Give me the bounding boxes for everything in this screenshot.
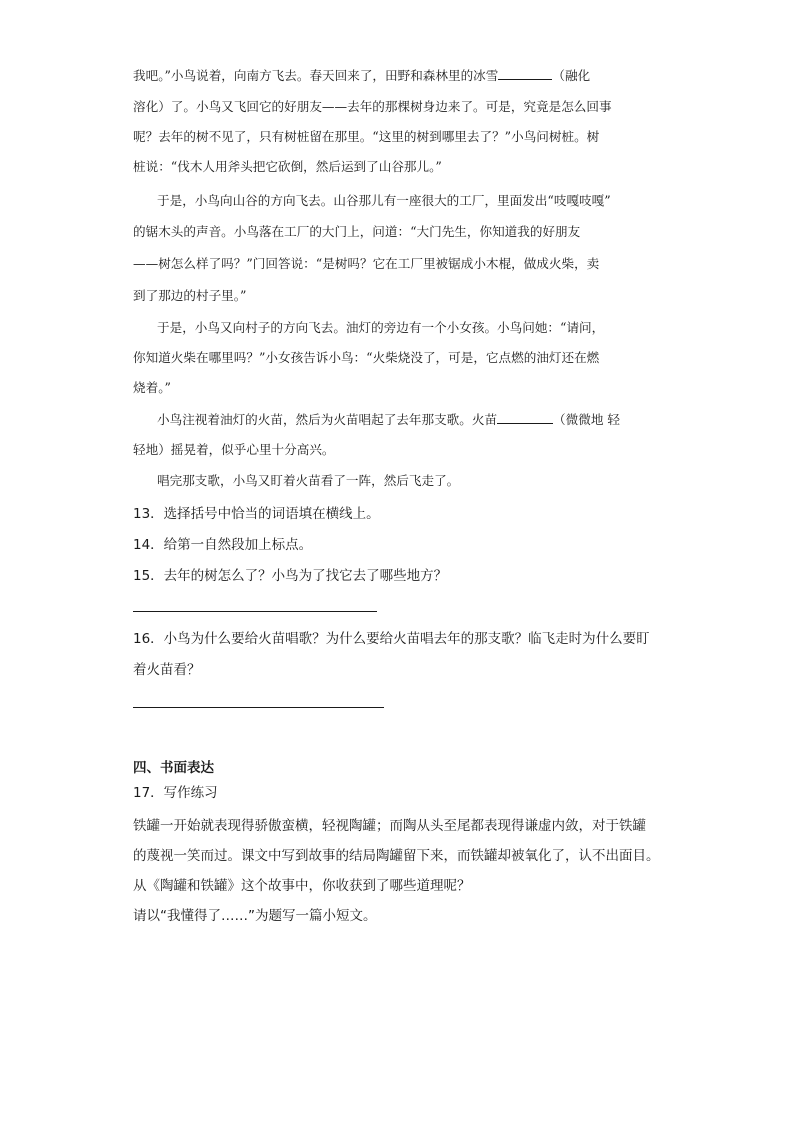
story-text: （融化 [552, 68, 591, 83]
story-line: ——树怎么样了吗？”门回答说：“是树吗？它在工厂里被锯成小木棍，做成火柴，卖 [133, 256, 600, 271]
writing-prompt-line: 的蔑视一笑而过。课文中写到故事的结局陶罐留下来，而铁罐却被氧化了，认不出面目。 [133, 848, 660, 864]
story-line: 桩说：“伐木人用斧头把它砍倒，然后运到了山谷那儿。” [133, 159, 442, 174]
question-17: 17．写作练习 [133, 785, 218, 801]
fill-blank-1[interactable] [498, 67, 552, 80]
question-14: 14．给第一自然段加上标点。 [133, 537, 313, 553]
story-line: 的锯木头的声音。小鸟落在工厂的大门上，问道：“大门先生，你知道我的好朋友 [133, 224, 581, 239]
story-line: 唱完那支歌，小鸟又盯着火苗看了一阵，然后飞走了。 [157, 473, 460, 488]
story-line: 你知道火柴在哪里吗？”小女孩告诉小鸟：“火柴烧没了，可是，它点燃的油灯还在燃 [133, 350, 600, 365]
story-line: 烧着。” [133, 380, 171, 395]
story-line: 呢？去年的树不见了，只有树桩留在那里。“这里的树到哪里去了？”小鸟问树桩。树 [133, 129, 600, 144]
story-line: 溶化）了。小鸟又飞回它的好朋友——去年的那棵树身边来了。可是，究竟是怎么回事 [133, 99, 612, 114]
story-line [157, 410, 620, 430]
story-line: 轻地）摇晃着，似乎心里十分高兴。 [133, 442, 335, 457]
answer-line-16[interactable] [133, 707, 384, 708]
story-text: 小鸟注视着油灯的火苗，然后为火苗唱起了去年那支歌。火苗 [157, 412, 498, 427]
question-15: 15．去年的树怎么了？小鸟为了找它去了哪些地方？ [133, 568, 448, 584]
section-title: 四、书面表达 [133, 760, 214, 776]
story-line: 到了那边的村子里。” [133, 288, 247, 303]
writing-prompt-line: 请以“我懂得了……”为题写一篇小短文。 [133, 908, 377, 924]
story-line: 于是，小鸟又向村子的方向飞去。油灯的旁边有一个小女孩。小鸟问她：“请问， [157, 320, 605, 335]
question-16: 16．小鸟为什么要给火苗唱歌？为什么要给火苗唱去年的那支歌？临飞走时为什么要盯 [133, 631, 650, 647]
answer-line-15[interactable] [133, 611, 377, 612]
question-13: 13．选择括号中恰当的词语填在横线上。 [133, 506, 380, 522]
question-16-continued: 着火苗看？ [133, 662, 201, 678]
story-line: 于是，小鸟向山谷的方向飞去。山谷那儿有一座很大的工厂，里面发出“吱嘎吱嘎” [157, 193, 611, 208]
story-text: （微微地 轻 [553, 412, 621, 427]
story-line [133, 66, 590, 86]
story-text: 我吧。”小鸟说着，向南方飞去。春天回来了，田野和森林里的冰雪 [133, 68, 499, 83]
writing-prompt-line: 从《陶罐和铁罐》这个故事中，你收获到了哪些道理呢？ [133, 878, 471, 894]
writing-prompt-line: 铁罐一开始就表现得骄傲蛮横，轻视陶罐；而陶从头至尾都表现得谦虚内敛，对于铁罐 [133, 818, 646, 834]
fill-blank-2[interactable] [497, 411, 553, 424]
